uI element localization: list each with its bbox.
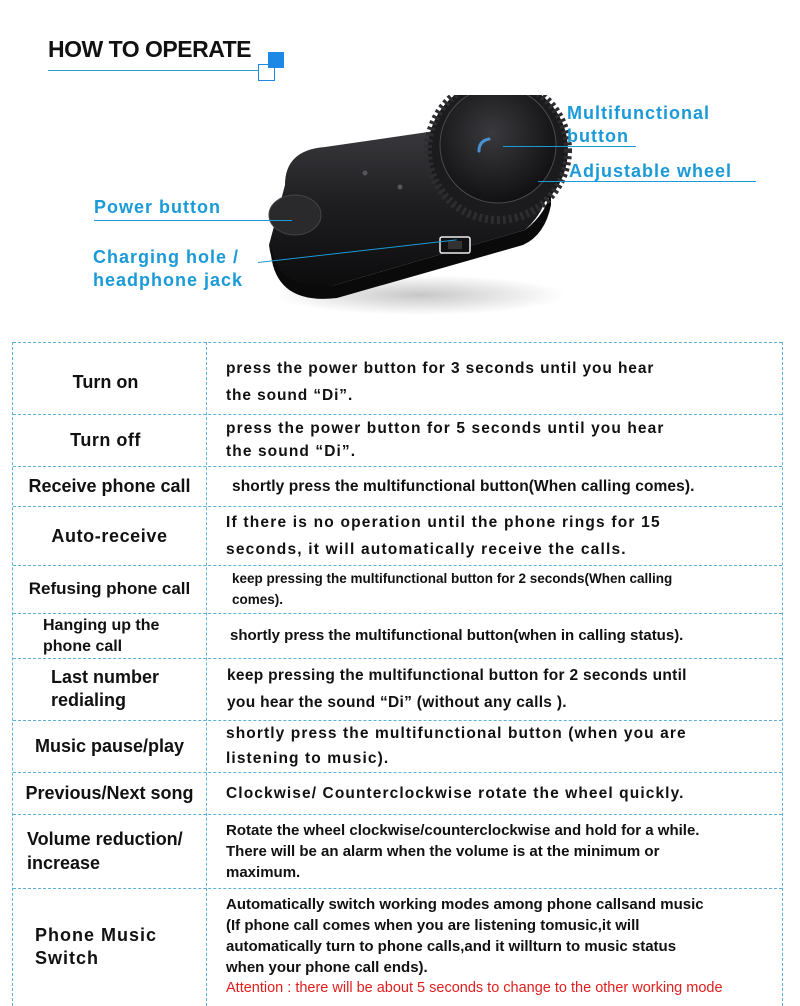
row-label: Turn off — [70, 430, 141, 450]
row-description — [232, 565, 774, 613]
row-description-line: the sound “Di”. — [226, 387, 354, 404]
row-label-line: Phone Music — [35, 925, 158, 945]
table-row-auto-receive — [13, 506, 782, 565]
charging-hole-callout — [93, 246, 243, 292]
row-label — [13, 888, 206, 1006]
charging-label-line1: Charging hole / — [93, 247, 240, 267]
row-description — [227, 658, 774, 720]
table-row-hang-up — [13, 613, 782, 658]
power-button-callout: Power button — [94, 197, 221, 217]
row-description-line: comes). — [232, 592, 284, 607]
attention-note: Attention : there will be about 5 seconds to change to the other working mode — [226, 980, 723, 996]
intercom-device-illustration — [255, 95, 575, 320]
row-divider — [13, 342, 782, 343]
table-row-turn-on — [13, 346, 782, 418]
row-description — [230, 613, 774, 658]
table-row-phone-music-switch — [13, 888, 782, 1006]
row-label-line: Last number — [51, 667, 160, 687]
row-description-line: shortly press the multifunctional button (when you are — [226, 725, 687, 742]
row-label: Turn on — [72, 372, 139, 392]
row-description — [226, 814, 774, 888]
row-label: Receive phone call — [28, 476, 191, 496]
multifunctional-button-callout — [567, 102, 710, 148]
page-title: HOW TO OPERATE — [48, 36, 251, 62]
row-label-line: phone call — [43, 637, 123, 655]
row-label-line: Hanging up the — [43, 616, 160, 634]
row-description-line: keep pressing the multifunctional button for 2 seconds until — [227, 667, 687, 684]
row-label: Refusing phone call — [28, 579, 191, 598]
row-description-line: the sound “Di”. — [226, 443, 357, 460]
row-description — [226, 506, 774, 565]
decorative-square-solid — [268, 52, 284, 68]
row-description-line: seconds, it will automatically receive the calls. — [226, 540, 627, 558]
row-description-line: (If phone call comes when you are listening tomusic,it will — [226, 917, 640, 934]
multifunctional-label-line1: Multifunctional — [567, 103, 710, 123]
table-row-redial — [13, 658, 782, 720]
power-leader-line — [94, 220, 292, 221]
row-description-line: keep pressing the multifunctional button for 2 seconds(When calling — [232, 571, 673, 586]
row-description-line: listening to music). — [226, 750, 390, 767]
operation-table — [12, 342, 783, 1006]
table-row-refuse-call — [13, 565, 782, 613]
charging-label-line2: headphone jack — [93, 270, 244, 290]
row-description-line: press the power button for 5 seconds until you hear — [226, 420, 665, 437]
row-label — [13, 658, 206, 720]
row-description-line: when your phone call ends). — [226, 959, 428, 976]
section-header — [48, 36, 288, 82]
row-label — [13, 613, 206, 658]
adjustable-wheel-callout: Adjustable wheel — [569, 161, 733, 181]
table-row-volume — [13, 814, 782, 888]
table-row-turn-off — [13, 414, 782, 466]
row-description-line: press the power button for 3 seconds until you hear — [226, 360, 655, 377]
row-label — [13, 814, 206, 888]
table-row-receive-call — [13, 466, 782, 506]
row-description — [226, 414, 774, 466]
row-label: Auto-receive — [51, 525, 168, 546]
row-description-line: maximum. — [226, 863, 301, 881]
row-description — [226, 888, 774, 1006]
row-description-line: Rotate the wheel clockwise/counterclockwise and hold for a while. — [226, 821, 700, 839]
multifunctional-label-line2: button — [567, 126, 629, 146]
row-description-line: shortly press the multifunctional button(When calling comes). — [232, 477, 695, 495]
wheel-leader-line — [538, 181, 756, 182]
table-row-previous-next — [13, 772, 782, 814]
row-description — [232, 466, 774, 506]
row-label: Previous/Next song — [25, 783, 194, 803]
row-description — [226, 772, 774, 814]
row-description-line: automatically turn to phone calls,and it willturn to music status — [226, 938, 677, 955]
row-label-line: Switch — [35, 948, 100, 968]
row-description-line: There will be an alarm when the volume is at the minimum or — [226, 842, 660, 860]
table-row-music-pause-play — [13, 720, 782, 772]
multifunctional-leader-line — [503, 146, 636, 147]
row-label-line: increase — [27, 853, 101, 873]
row-label-line: Volume reduction/ — [27, 829, 183, 849]
title-underline — [48, 70, 274, 71]
row-description — [226, 720, 774, 772]
row-description — [226, 346, 774, 418]
row-description-line: shortly press the multifunctional button(when in calling status). — [230, 627, 684, 644]
row-label-line: redialing — [51, 690, 127, 710]
row-description-line: you hear the sound “Di” (without any calls ). — [227, 694, 567, 711]
row-description-line: If there is no operation until the phone rings for 15 — [226, 513, 661, 531]
row-description-line: Automatically switch working modes among phone callsand music — [226, 896, 704, 913]
row-label: Music pause/play — [34, 736, 185, 756]
row-description-line: Clockwise/ Counterclockwise rotate the wheel quickly. — [226, 784, 685, 802]
